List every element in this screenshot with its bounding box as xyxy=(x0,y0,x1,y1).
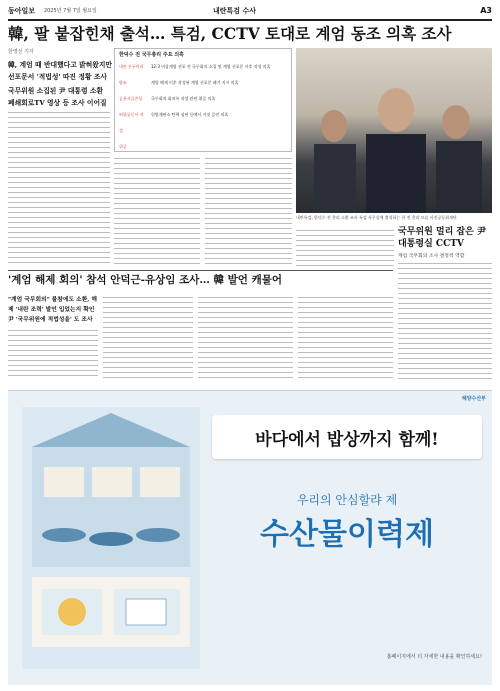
paper-name: 동아일보 xyxy=(8,7,36,15)
deck-2: 선포문서 '적법성' 따진 정황 조사 xyxy=(8,72,107,81)
ad-org: 해양수산부 xyxy=(461,396,486,402)
body-column-4 xyxy=(296,228,394,266)
label-3: 허위공문서 작성 xyxy=(119,112,144,133)
infobox-title: 한덕수 전 국무총리 주요 의혹 xyxy=(119,52,184,58)
infobox-item: 12·3 비상계엄 선포 전 국무회의 소집 및 계엄 선포문 사후 작성 의혹 xyxy=(151,64,271,69)
sidebar-deck: 계엄 국무회의 조사 결정적 역할 xyxy=(398,254,465,259)
label-4: 위증 xyxy=(119,144,127,149)
infobox-items xyxy=(151,59,287,123)
main-headline: 韓, 팔 붙잡힌채 출석… 특검, CCTV 토대로 계엄 동조 의혹 조사 xyxy=(8,24,452,43)
second-deck-1: "계엄 국무회의" 불참에도 소환, 해 xyxy=(8,297,97,303)
second-body-1 xyxy=(8,328,98,380)
infobox-item: 헌법재판소 탄핵 심판 등에서 거짓 증언 의혹 xyxy=(151,112,229,117)
ad-title: 수산물이력제 xyxy=(260,517,434,552)
ad-sub: 우리의 안심할랴 제 xyxy=(296,493,398,507)
section-rule xyxy=(8,270,393,271)
advertisement xyxy=(8,390,492,685)
sidebar-body xyxy=(398,261,492,379)
label-2: 공용서류손상 xyxy=(119,96,143,101)
masthead-rule xyxy=(8,19,492,21)
second-body-4 xyxy=(298,295,393,380)
sidebar-headline: 국무위원 멀리 잡은 尹 대통령실 CCTV xyxy=(398,227,486,249)
ad-slogan: 바다에서 밥상까지 함께! xyxy=(255,430,439,450)
second-headline: '계엄 해제 회의' 참석 안덕근-유상임 조사… 韓 발언 캐물어 xyxy=(8,274,283,286)
section-title: 내란특검 수사 xyxy=(213,7,257,15)
second-body-2 xyxy=(103,295,193,380)
deck-1: 韓, 계엄 때 반대했다고 밝혀왔지만 xyxy=(8,61,112,69)
page-number: A3 xyxy=(480,6,492,15)
infobox-item: 계엄 해제 이후 작성된 계엄 선포문 폐기 지시 의혹 xyxy=(151,80,239,85)
infobox-item: 국무회의 회의록 작성 관련 위증 의혹 xyxy=(151,96,216,101)
second-deck-3: 尹 '국무위원에 적법성을' 도 조사 xyxy=(8,317,93,323)
body-column-3 xyxy=(205,156,292,266)
label-1: 내란 우두머리 방조 xyxy=(119,64,144,85)
body-column-1 xyxy=(8,110,110,265)
main-photo xyxy=(296,48,492,213)
ad-footer: 홈페이지에서 더 자세한 내용을 확인하세요! xyxy=(386,654,482,660)
ad-slogan-box xyxy=(212,415,482,459)
masthead xyxy=(8,6,492,18)
deck-3: 국무위원 소집된 尹 대통령 소환 xyxy=(8,87,104,95)
body-column-2 xyxy=(114,156,200,266)
dateline: 2025년 7월 7일 월요일 xyxy=(44,8,97,14)
byline: 한영선 기자 xyxy=(8,49,34,55)
photo-caption: 내란특검, 한덕수 전 총리 소환 조사 특검 사무실에 출석하는 한 전 총리 모습 사진공동취재단 xyxy=(296,215,457,220)
deck-4: 폐쇄회로TV 영상 등 조사 이어질 xyxy=(8,98,107,107)
second-deck-2: 제 '내란 조력' 발언 입었는지 확인 xyxy=(8,307,95,313)
fish-market-illustration xyxy=(22,407,200,669)
second-body-3 xyxy=(198,295,293,380)
infobox xyxy=(114,48,292,152)
infobox-labels xyxy=(119,59,147,155)
